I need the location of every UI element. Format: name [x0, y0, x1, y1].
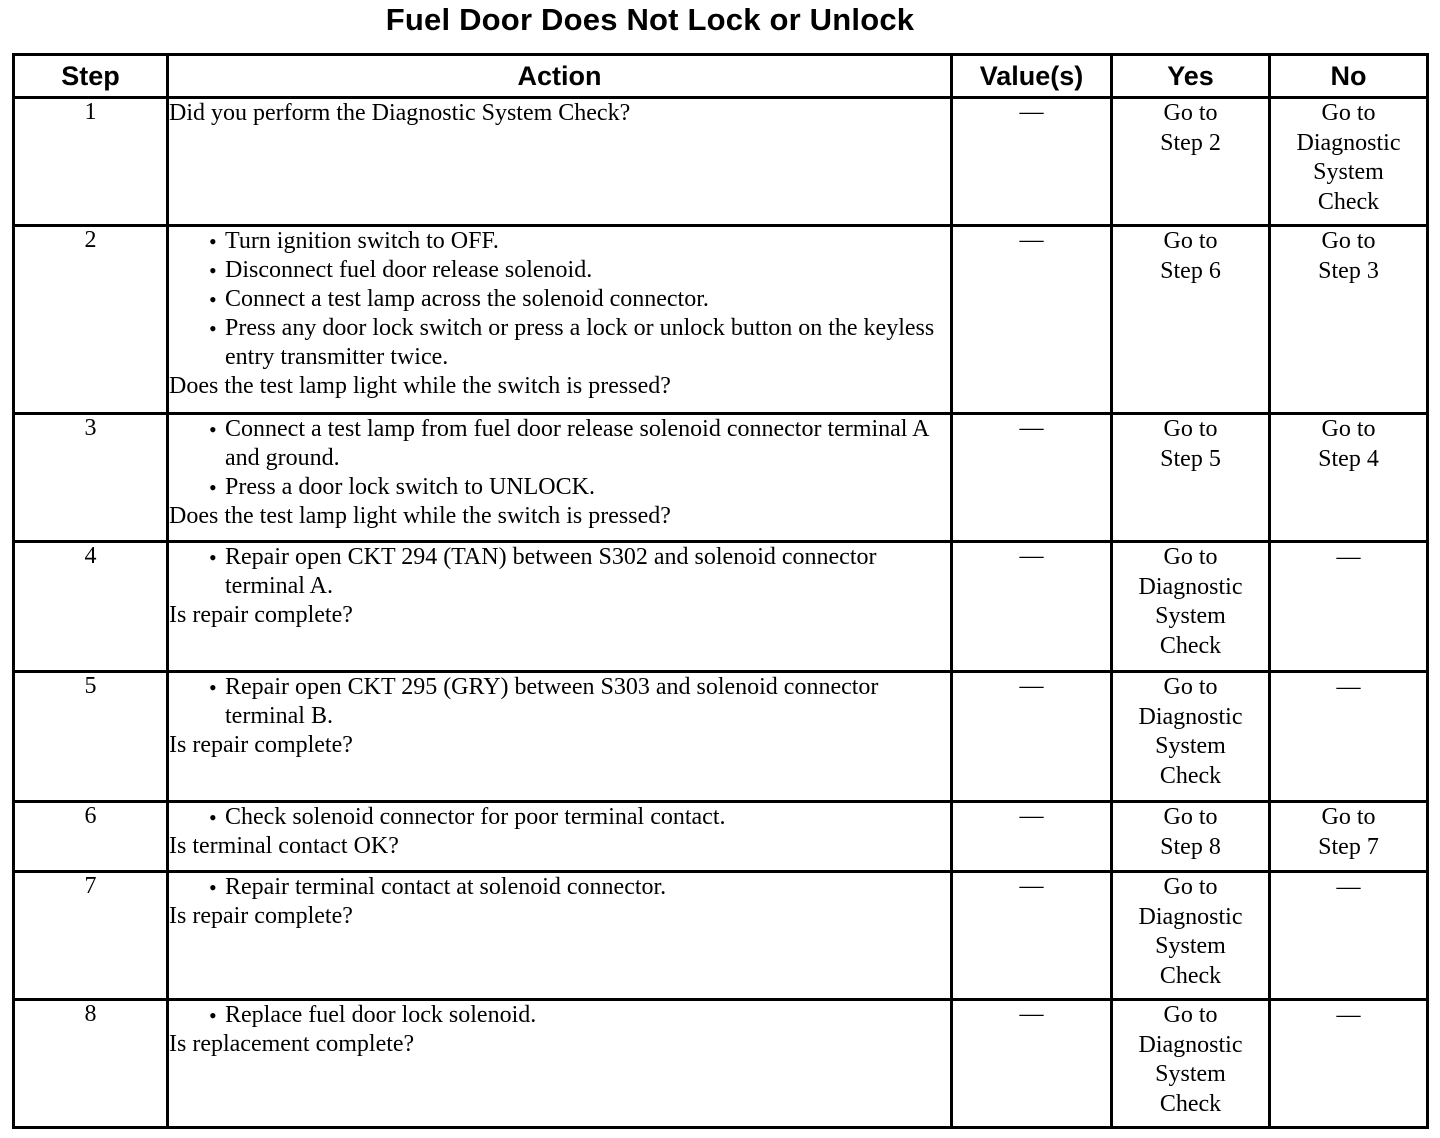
no-cell — [1270, 98, 1428, 226]
action-bullet-list — [169, 415, 950, 502]
no-line: System — [1313, 159, 1384, 185]
value-cell: — — [952, 98, 1112, 226]
value-cell: — — [952, 226, 1112, 414]
column-header-values: Value(s) — [952, 55, 1112, 98]
action-cell — [168, 872, 952, 1000]
action-bullet-item: • Repair terminal contact at solenoid connector. — [209, 873, 950, 902]
action-question: Is terminal contact OK? — [169, 833, 399, 859]
step-number-cell: 4 — [14, 542, 168, 672]
yes-cell — [1112, 98, 1270, 226]
yes-line: Check — [1159, 1090, 1222, 1117]
no-cell — [1270, 414, 1428, 542]
yes-line: Go to — [1163, 1002, 1218, 1028]
action-bullet-list — [169, 803, 950, 832]
no-line: Check — [1317, 188, 1380, 215]
column-header-action: Action — [168, 55, 952, 98]
column-header-step: Step — [14, 55, 168, 98]
action-question: Did you perform the Diagnostic System Check? — [169, 100, 631, 126]
action-cell — [168, 542, 952, 672]
action-question: Is replacement complete? — [169, 1031, 415, 1057]
action-question: Is repair complete? — [169, 732, 353, 758]
action-bullet-item: • Repair open CKT 295 (GRY) between S303 and solenoid connector terminal B. — [209, 673, 950, 731]
yes-line: Step 2 — [1160, 129, 1221, 156]
diagnostic-table — [12, 53, 1429, 1129]
table-row — [14, 1000, 1428, 1128]
action-cell — [168, 672, 952, 802]
step-number-cell: 6 — [14, 802, 168, 872]
yes-line: Check — [1159, 762, 1222, 789]
yes-line: Go to — [1163, 544, 1218, 570]
action-cell — [168, 414, 952, 542]
yes-line: System — [1155, 933, 1226, 959]
value-cell: — — [952, 1000, 1112, 1128]
value-cell: — — [952, 542, 1112, 672]
action-bullet-item: • Turn ignition switch to OFF. — [209, 227, 950, 256]
action-question: Does the test lamp light while the switch is pressed? — [169, 373, 671, 399]
no-line: Go to — [1321, 804, 1376, 830]
step-number-cell: 7 — [14, 872, 168, 1000]
yes-line: Go to — [1163, 416, 1218, 442]
no-line: Step 3 — [1318, 257, 1379, 284]
yes-cell — [1112, 414, 1270, 542]
step-number-cell: 3 — [14, 414, 168, 542]
action-question: Is repair complete? — [169, 903, 353, 929]
yes-cell — [1112, 802, 1270, 872]
table-row — [14, 542, 1428, 672]
table-row — [14, 802, 1428, 872]
table-row — [14, 414, 1428, 542]
yes-cell — [1112, 226, 1270, 414]
no-cell — [1270, 1000, 1428, 1128]
column-header-yes: Yes — [1112, 55, 1270, 98]
yes-cell — [1112, 872, 1270, 1000]
no-line: — — [1336, 674, 1361, 700]
value-cell: — — [952, 414, 1112, 542]
table-row — [14, 226, 1428, 414]
no-line: Step 7 — [1318, 833, 1379, 860]
yes-line: Diagnostic — [1138, 903, 1243, 930]
page-title: Fuel Door Does Not Lock or Unlock — [385, 2, 915, 37]
table-header-row — [14, 55, 1428, 98]
no-line: — — [1336, 1002, 1361, 1028]
action-bullet-list — [169, 543, 950, 601]
yes-line: Go to — [1163, 874, 1218, 900]
action-question: Does the test lamp light while the switch is pressed? — [169, 503, 671, 529]
column-header-no: No — [1270, 55, 1428, 98]
no-cell — [1270, 672, 1428, 802]
no-cell — [1270, 872, 1428, 1000]
step-number-cell: 8 — [14, 1000, 168, 1128]
no-line: Step 4 — [1318, 445, 1379, 472]
action-cell — [168, 802, 952, 872]
action-cell — [168, 98, 952, 226]
step-number-cell: 1 — [14, 98, 168, 226]
action-bullet-item: • Repair open CKT 294 (TAN) between S302 and solenoid connector terminal A. — [209, 543, 950, 601]
no-line: Go to — [1321, 100, 1376, 126]
yes-line: Diagnostic — [1138, 573, 1243, 600]
yes-line: Go to — [1163, 100, 1218, 126]
yes-line: Go to — [1163, 228, 1218, 254]
yes-line: Step 8 — [1160, 833, 1221, 860]
action-bullet-list — [169, 227, 950, 372]
step-number-cell: 5 — [14, 672, 168, 802]
no-line: Go to — [1321, 228, 1376, 254]
no-cell — [1270, 542, 1428, 672]
table-row — [14, 672, 1428, 802]
action-question: Is repair complete? — [169, 602, 353, 628]
action-bullet-item: • Press a door lock switch to UNLOCK. — [209, 473, 950, 502]
action-cell — [168, 226, 952, 414]
yes-line: Step 5 — [1160, 445, 1221, 472]
yes-line: Diagnostic — [1138, 1031, 1243, 1058]
action-bullet-list — [169, 873, 950, 902]
action-bullet-list — [169, 1001, 950, 1030]
action-bullet-item: • Check solenoid connector for poor terminal contact. — [209, 803, 950, 832]
action-bullet-item: • Connect a test lamp from fuel door release solenoid connector terminal A and ground. — [209, 415, 950, 473]
no-line: — — [1336, 874, 1361, 900]
value-cell: — — [952, 802, 1112, 872]
action-bullet-list — [169, 673, 950, 731]
no-cell — [1270, 226, 1428, 414]
action-bullet-item: • Disconnect fuel door release solenoid. — [209, 256, 950, 285]
value-cell: — — [952, 872, 1112, 1000]
no-line: — — [1336, 544, 1361, 570]
yes-line: System — [1155, 603, 1226, 629]
yes-line: Check — [1159, 632, 1222, 659]
value-cell: — — [952, 672, 1112, 802]
yes-cell — [1112, 542, 1270, 672]
no-cell — [1270, 802, 1428, 872]
yes-line: Diagnostic — [1138, 703, 1243, 730]
action-bullet-item: • Replace fuel door lock solenoid. — [209, 1001, 950, 1030]
no-line: Go to — [1321, 416, 1376, 442]
action-cell — [168, 1000, 952, 1128]
table-row — [14, 872, 1428, 1000]
action-bullet-item: • Press any door lock switch or press a lock or unlock button on the keyless entry transmitter twice. — [209, 314, 950, 372]
yes-cell — [1112, 672, 1270, 802]
yes-line: System — [1155, 1061, 1226, 1087]
action-bullet-item: • Connect a test lamp across the solenoid connector. — [209, 285, 950, 314]
yes-cell — [1112, 1000, 1270, 1128]
yes-line: Go to — [1163, 674, 1218, 700]
yes-line: Go to — [1163, 804, 1218, 830]
yes-line: Check — [1159, 962, 1222, 989]
yes-line: Step 6 — [1160, 257, 1221, 284]
no-line: Diagnostic — [1296, 129, 1401, 156]
table-row — [14, 98, 1428, 226]
yes-line: System — [1155, 733, 1226, 759]
step-number-cell: 2 — [14, 226, 168, 414]
